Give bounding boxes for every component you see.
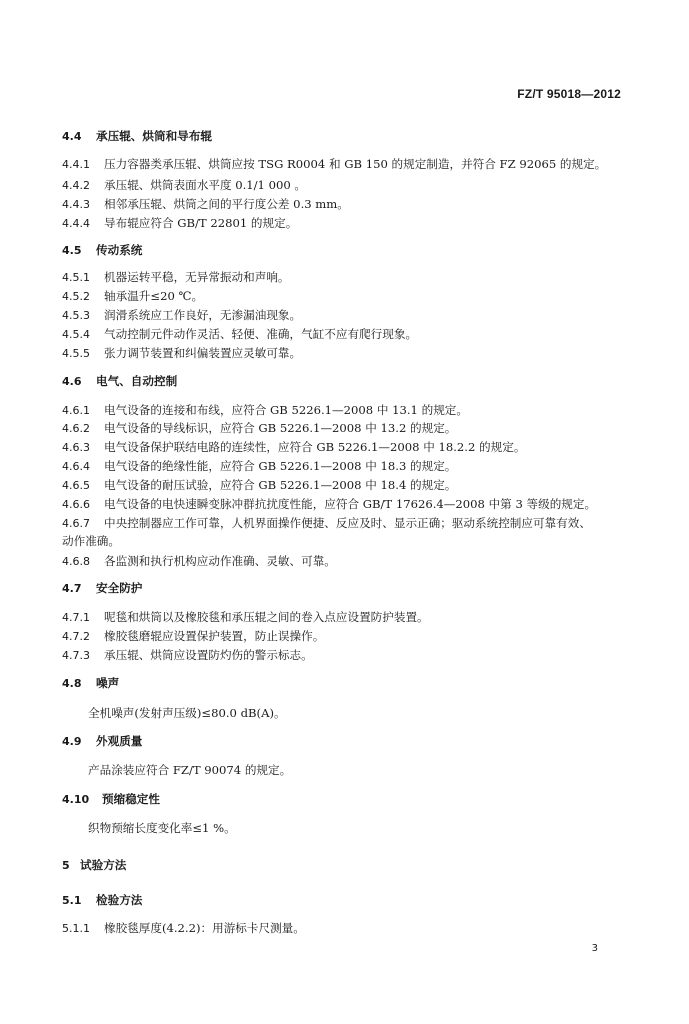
clause-4-5-3: 4.5.3 润滑系统应工作良好，无渗漏油现象。 xyxy=(62,308,302,322)
section-heading-4-5: 4.5 传动系统 xyxy=(62,243,143,257)
clause-4-6-8: 4.6.8 各监测和执行机构应动作准确、灵敏、可靠。 xyxy=(62,554,336,568)
section-heading-4-10: 4.10 预缩稳定性 xyxy=(62,792,160,806)
section-heading-5-1: 5.1 检验方法 xyxy=(62,893,143,907)
clause-5-1-1: 5.1.1 橡胶毯厚度(4.2.2)：用游标卡尺测量。 xyxy=(62,921,305,935)
page-number: 3 xyxy=(591,943,598,954)
clause-4-5-1: 4.5.1 机器运转平稳，无异常振动和声响。 xyxy=(62,270,290,284)
clause-4-6-4: 4.6.4 电气设备的绝缘性能，应符合 GB 5226.1—2008 中 18.3 的规定。 xyxy=(62,459,457,473)
appearance-requirement: 产品涂装应符合 FZ/T 90074 的规定。 xyxy=(88,763,292,777)
clause-4-7-3: 4.7.3 承压辊、烘筒应设置防灼伤的警示标志。 xyxy=(62,648,313,662)
clause-4-6-7: 4.6.7 中央控制器应工作可靠，人机界面操作便捷、反应及时、显示正确；驱动系统控制应可靠有效、 xyxy=(62,516,591,530)
clause-4-5-4: 4.5.4 气动控制元件动作灵活、轻便、准确，气缸不应有爬行现象。 xyxy=(62,327,418,341)
clause-4-4-1: 4.4.1 压力容器类承压辊、烘筒应按 TSG R0004 和 GB 150 的规定制造，并符合 FZ 92065 的规定。 xyxy=(62,157,607,171)
clause-4-7-2: 4.7.2 橡胶毯磨辊应设置保护装置，防止误操作。 xyxy=(62,629,325,643)
chapter-heading-5: 5 试验方法 xyxy=(62,858,127,872)
standard-code: FZ/T 95018—2012 xyxy=(517,87,621,101)
noise-requirement: 全机噪声(发射声压级)≤80.0 dB(A)。 xyxy=(88,706,286,720)
clause-4-4-3: 4.4.3 相邻承压辊、烘筒之间的平行度公差 0.3 mm。 xyxy=(62,197,349,211)
clause-4-6-7-continuation: 动作准确。 xyxy=(62,534,120,548)
clause-4-7-1: 4.7.1 呢毯和烘筒以及橡胶毯和承压辊之间的卷入点应设置防护装置。 xyxy=(62,610,429,624)
clause-4-6-1: 4.6.1 电气设备的连接和布线，应符合 GB 5226.1—2008 中 13.1 的规定。 xyxy=(62,403,468,417)
clause-4-6-6: 4.6.6 电气设备的电快速瞬变脉冲群抗扰度性能，应符合 GB/T 17626.4—2008 中第 3 等级的规定。 xyxy=(62,497,597,511)
clause-4-6-3: 4.6.3 电气设备保护联结电路的连续性，应符合 GB 5226.1—2008 中 18.2.2 的规定。 xyxy=(62,440,526,454)
clause-4-5-5: 4.5.5 张力调节装置和纠偏装置应灵敏可靠。 xyxy=(62,346,302,360)
clause-4-6-5: 4.6.5 电气设备的耐压试验，应符合 GB 5226.1—2008 中 18.4 的规定。 xyxy=(62,478,457,492)
section-heading-4-8: 4.8 噪声 xyxy=(62,676,120,690)
clause-4-4-2: 4.4.2 承压辊、烘筒表面水平度 0.1/1 000 。 xyxy=(62,178,307,192)
clause-4-6-2: 4.6.2 电气设备的导线标识，应符合 GB 5226.1—2008 中 13.2 的规定。 xyxy=(62,421,457,435)
section-heading-4-7: 4.7 安全防护 xyxy=(62,581,143,595)
section-heading-4-6: 4.6 电气、自动控制 xyxy=(62,374,178,388)
clause-4-4-4: 4.4.4 导布辊应符合 GB/T 22801 的规定。 xyxy=(62,216,298,230)
clause-4-5-2: 4.5.2 轴承温升≤20 ℃。 xyxy=(62,289,204,303)
section-heading-4-4: 4.4 承压辊、烘筒和导布辊 xyxy=(62,129,212,143)
shrinkage-requirement: 织物预缩长度变化率≤1 %。 xyxy=(88,821,236,835)
section-heading-4-9: 4.9 外观质量 xyxy=(62,734,143,748)
